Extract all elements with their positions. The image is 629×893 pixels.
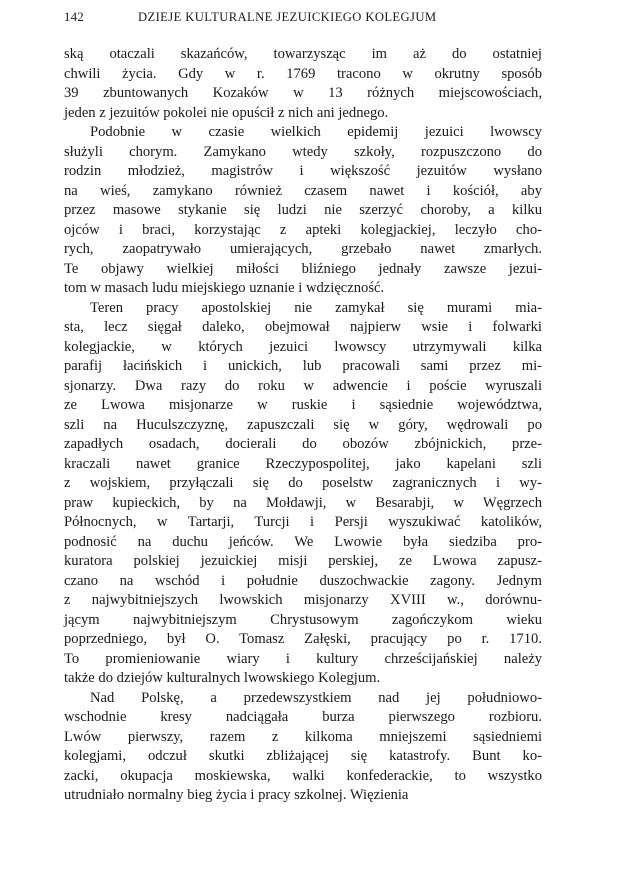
text-line: utrudniało normalny bieg życia i pracy szkolnej. Więzienia: [64, 787, 409, 803]
running-title: DZIEJE KULTURALNE JEZUICKIEGO KOLEGJUM: [138, 10, 437, 24]
text-line: podnosić na duchu jeńców. We Lwowie była siedziba pro-: [64, 533, 542, 550]
text-line: kraczali nawet granice Rzeczypospolitej, jako kapelani szli: [64, 455, 542, 472]
text-line: rych, zaopatrywało umierających, grzebało nawet zmarłych.: [64, 241, 542, 257]
text-line: Podobnie w czasie wielkich epidemij jezuici lwowscy: [90, 124, 542, 140]
text-line: tom w masach ludu miejskiego uznanie i wdzięczność.: [64, 280, 385, 296]
text-line: przez masowe stykanie się ludzi nie szerzyć choroby, a kilku: [64, 202, 542, 218]
text-line: służyli chorym. Zamykano wtedy szkoły, rozpuszczono do: [64, 143, 542, 160]
text-line: także do dziejów kulturalnych lwowskiego Kolegjum.: [64, 670, 381, 686]
text-line: sjonarzy. Dwa razy do roku w adwencie i poście wyruszali: [64, 377, 542, 394]
text-line: kolegjami, odczuł skutki zbliżającej się katastrofy. Bunt ko-: [64, 748, 542, 764]
text-line: zapadłych osadach, docierali do obozów zbójnickich, prze-: [64, 436, 542, 452]
text-line: zacki, okupacja moskiewska, walki konfederackie, to wszystko: [64, 767, 542, 784]
text-line: ską otaczali skazańców, towarzysząc im aż do ostatniej: [64, 46, 542, 62]
text-line: 39 zbuntowanych Kozaków w 13 różnych miejscowościach,: [64, 85, 542, 101]
text-line: sta, lecz sięgał daleko, obejmował najpierw wsie i folwarki: [64, 319, 542, 335]
text-line: z wojskiem, przyłączali się do poselstw zagranicznych i wy-: [64, 475, 542, 491]
text-line: Te objawy wielkiej miłości bliźniego jednały zawsze jezui-: [64, 260, 542, 277]
text-line: Teren pracy apostolskiej nie zamykał się murami mia-: [90, 299, 542, 316]
paragraph: [64, 45, 542, 123]
text-line: czano na wschód i południe duszochwackie zagony. Jednym: [64, 572, 542, 589]
text-line: ojców i braci, korzystając z apteki kolegjackiej, leczyło cho-: [64, 221, 542, 238]
text-line: wschodnie kresy nadciągała burza pierwszego rozbioru.: [64, 709, 542, 725]
page-header: [64, 10, 544, 32]
page-number: 142: [64, 10, 85, 24]
text-line: poprzedniego, był O. Tomasz Załęski, pracujący po r. 1710.: [64, 631, 542, 647]
text-line: To promieniowanie wiary i kultury chrześcijańskiej należy: [64, 650, 542, 667]
text-line: ze Lwowa misjonarze w ruskie i sąsiednie województwa,: [64, 397, 542, 413]
text-line: jącym najwybitniejszym Chrystusowym zagończykom wieku: [64, 611, 542, 628]
paragraph: [64, 689, 542, 806]
text-line: rodzin młodzież, magistrów i większość jezuitów wysłano: [64, 163, 542, 179]
text-line: kolegjackie, w których jezuici lwowscy utrzymywali kilka: [64, 338, 542, 355]
body-text: [64, 45, 542, 806]
text-line: parafij łacińskich i unickich, lub pracowali sami przez mi-: [64, 358, 542, 374]
text-line: chwili życia. Gdy w r. 1769 tracono w okrutny sposób: [64, 65, 542, 82]
paragraph: [64, 123, 542, 299]
text-line: na wieś, zamykano również czasem nawet i kościół, aby: [64, 182, 542, 199]
text-line: z najwybitniejszych lwowskich misjonarzy XVIII w., dorównu-: [64, 592, 542, 608]
text-line: Lwów pierwszy, razem z kilkoma mniejszemi sąsiedniemi: [64, 728, 542, 745]
text-line: jeden z jezuitów pokolei nie opuścił z nich ani jednego.: [64, 104, 389, 121]
paragraph: [64, 299, 542, 689]
text-line: szli na Huculszczyznę, zapuszczali się w góry, wędrowali po: [64, 416, 542, 433]
text-line: Północnych, w Tartarji, Turcji i Persji wyszukiwać katolików,: [64, 514, 542, 530]
text-line: Nad Polskę, a przedewszystkiem nad jej południowo-: [90, 689, 542, 706]
text-line: praw kupieckich, by na Mołdawji, w Besarabji, w Węgrzech: [64, 494, 542, 511]
text-line: kuratora polskiej jezuickiej misji perskiej, ze Lwowa zapusz-: [64, 553, 542, 569]
